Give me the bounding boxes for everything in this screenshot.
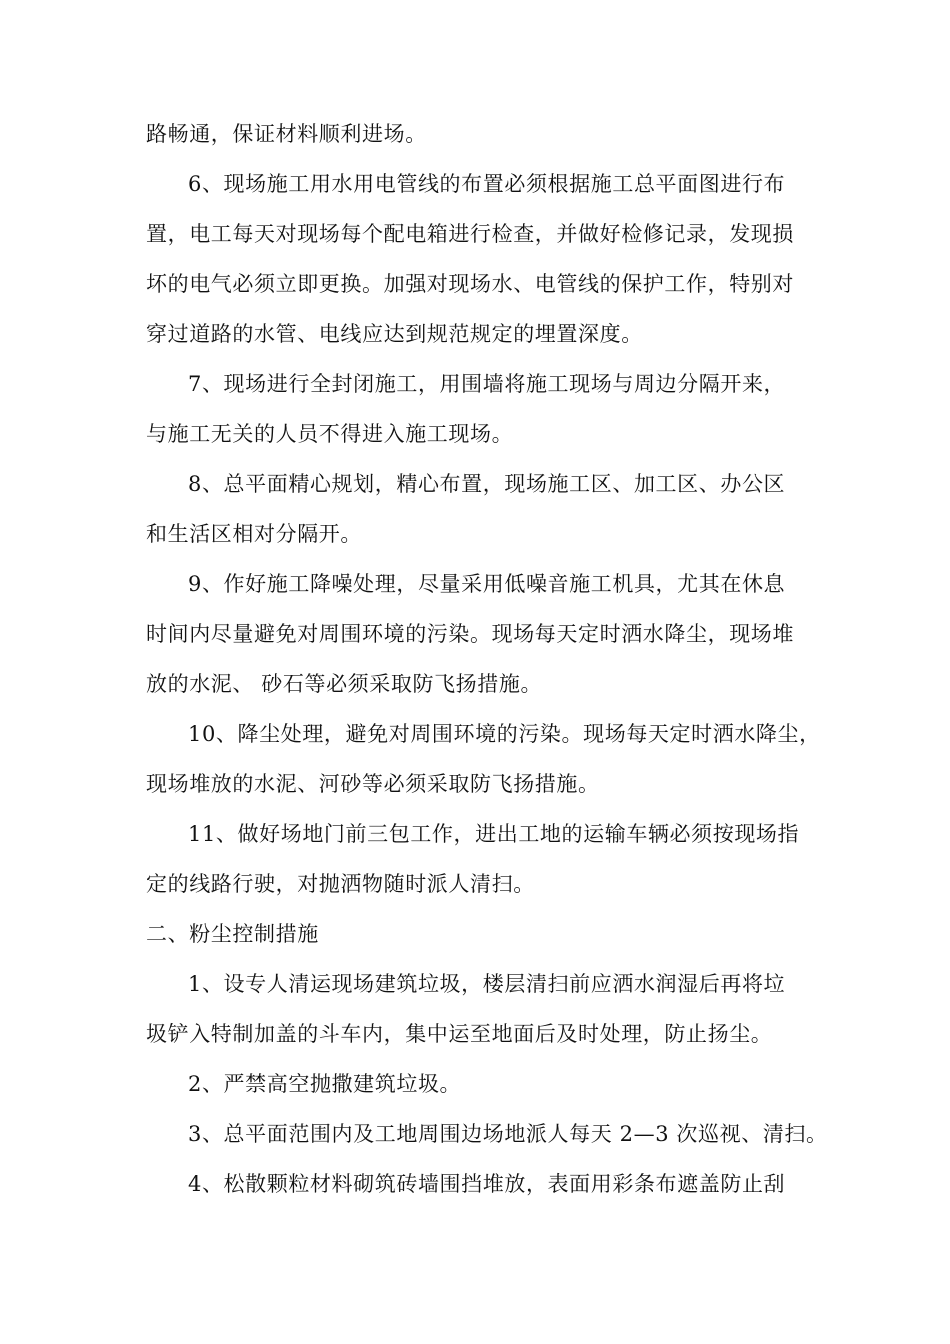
paragraph-6-start: 6、现场施工用水用电管线的布置必须根据施工总平面图进行布 [188,172,786,196]
paragraph-10-start: 10、降尘处理，避免对周围环境的污染。现场每天定时洒水降尘， [188,722,821,746]
item-4-start: 4、松散颗粒材料砌筑砖墙围挡堆放，表面用彩条布遮盖防止刮 [188,1172,786,1196]
item-2: 2、严禁高空抛撒建筑垃圾。 [188,1072,462,1096]
section-heading: 二、粉尘控制措施 [146,922,319,946]
body-text-line: 定的线路行驶，对抛洒物随时派人清扫。 [146,872,535,896]
body-text-line: 置，电工每天对现场每个配电箱进行检查，并做好检修记录，发现损 [146,222,794,246]
body-text-line: 与施工无关的人员不得进入施工现场。 [146,422,514,446]
body-text-line: 穿过道路的水管、电线应达到规范规定的埋置深度。 [146,322,643,346]
body-text-line: 坏的电气必须立即更换。加强对现场水、电管线的保护工作，特别对 [146,272,794,296]
paragraph-7-start: 7、现场进行全封闭施工，用围墙将施工现场与周边分隔开来， [188,372,786,396]
body-text-line: 和生活区相对分隔开。 [146,522,362,546]
body-text-line: 路畅通，保证材料顺利进场。 [146,122,427,146]
paragraph-11-start: 11、做好场地门前三包工作，进出工地的运输车辆必须按现场指 [188,822,800,846]
item-3: 3、总平面范围内及工地周围边场地派人每天 2—3 次巡视、清扫。 [188,1122,828,1146]
body-text-line: 时间内尽量避免对周围环境的污染。现场每天定时洒水降尘，现场堆 [146,622,794,646]
paragraph-8-start: 8、总平面精心规划，精心布置，现场施工区、加工区、办公区 [188,472,786,496]
body-text-line: 圾铲入特制加盖的斗车内，集中运至地面后及时处理，防止扬尘。 [146,1022,773,1046]
paragraph-9-start: 9、作好施工降噪处理，尽量采用低噪音施工机具，尤其在休息 [188,572,786,596]
body-text-line: 放的水泥、 砂石等必须采取防飞扬措施。 [146,672,543,696]
body-text-line: 现场堆放的水泥、河砂等必须采取防飞扬措施。 [146,772,600,796]
item-1-start: 1、设专人清运现场建筑垃圾，楼层清扫前应洒水润湿后再将垃 [188,972,786,996]
